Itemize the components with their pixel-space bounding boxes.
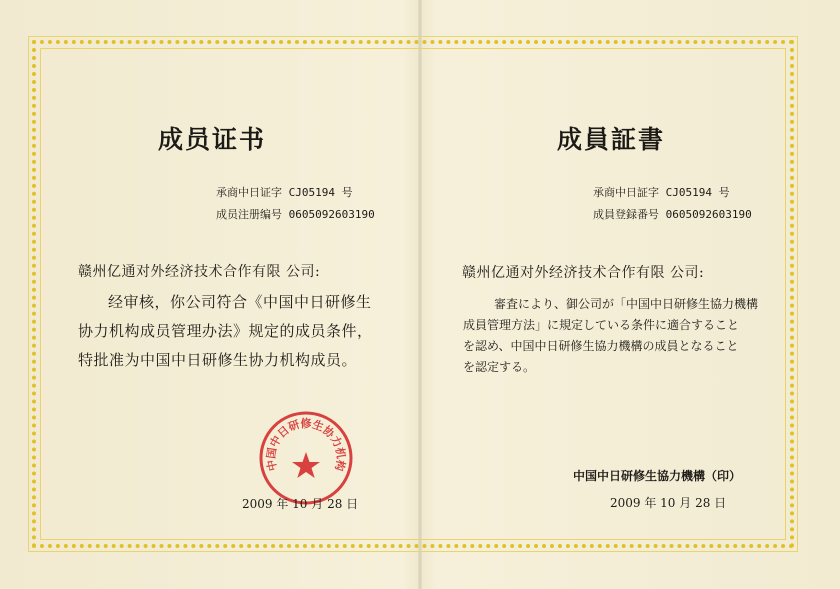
left-cert-number <box>216 184 353 200</box>
seal-star-icon <box>292 452 320 478</box>
left-body-line: 经审核，你公司符合《中国中日研修生 <box>108 293 372 311</box>
right-reg-number <box>593 206 752 222</box>
left-cert-number-value: CJ05194 <box>288 186 335 199</box>
left-title: 成员证书 <box>158 125 267 154</box>
right-body-line: を認定する。 <box>463 360 536 374</box>
left-reg-number <box>216 206 375 222</box>
left-cert-number-suffix: 号 <box>341 186 353 199</box>
right-body-line: 審査により、御公司が「中国中日研修生協力機構 <box>494 297 759 311</box>
right-cert-number-suffix: 号 <box>718 186 730 199</box>
seal-text: 中国中日研修生协力机构 <box>264 417 348 473</box>
official-seal <box>258 410 354 506</box>
right-reg-number-value: 0605092603190 <box>665 208 752 221</box>
right-company: 赣州亿通对外经济技术合作有限 公司: <box>462 265 705 281</box>
right-issuer: 中国中日研修生協力機構（印） <box>573 469 742 483</box>
right-cert-number <box>593 184 730 200</box>
right-cert-number-value: CJ05194 <box>665 186 712 199</box>
right-title: 成員証書 <box>557 125 666 154</box>
right-reg-number-label: 成員登録番号 <box>593 208 659 221</box>
left-body-line: 特批准为中国中日研修生协力机构成员。 <box>78 351 358 369</box>
left-body-line: 协力机构成员管理办法》规定的成员条件， <box>78 322 373 340</box>
left-reg-number-value: 0605092603190 <box>288 208 375 221</box>
left-cert-number-label: 承商中日证字 <box>216 186 282 199</box>
left-company: 赣州亿通对外经济技术合作有限 公司: <box>78 264 321 280</box>
right-body-line: を認め、中国中日研修生協力機構の成員となること <box>463 339 739 353</box>
right-body-line: 成員管理方法」に規定している条件に適合すること <box>463 318 740 332</box>
left-date: 2009 年 10 月 28 日 <box>242 497 359 511</box>
right-cert-number-label: 承商中日証字 <box>593 186 659 199</box>
left-reg-number-label: 成员注册编号 <box>216 208 282 221</box>
right-date: 2009 年 10 月 28 日 <box>610 496 727 510</box>
